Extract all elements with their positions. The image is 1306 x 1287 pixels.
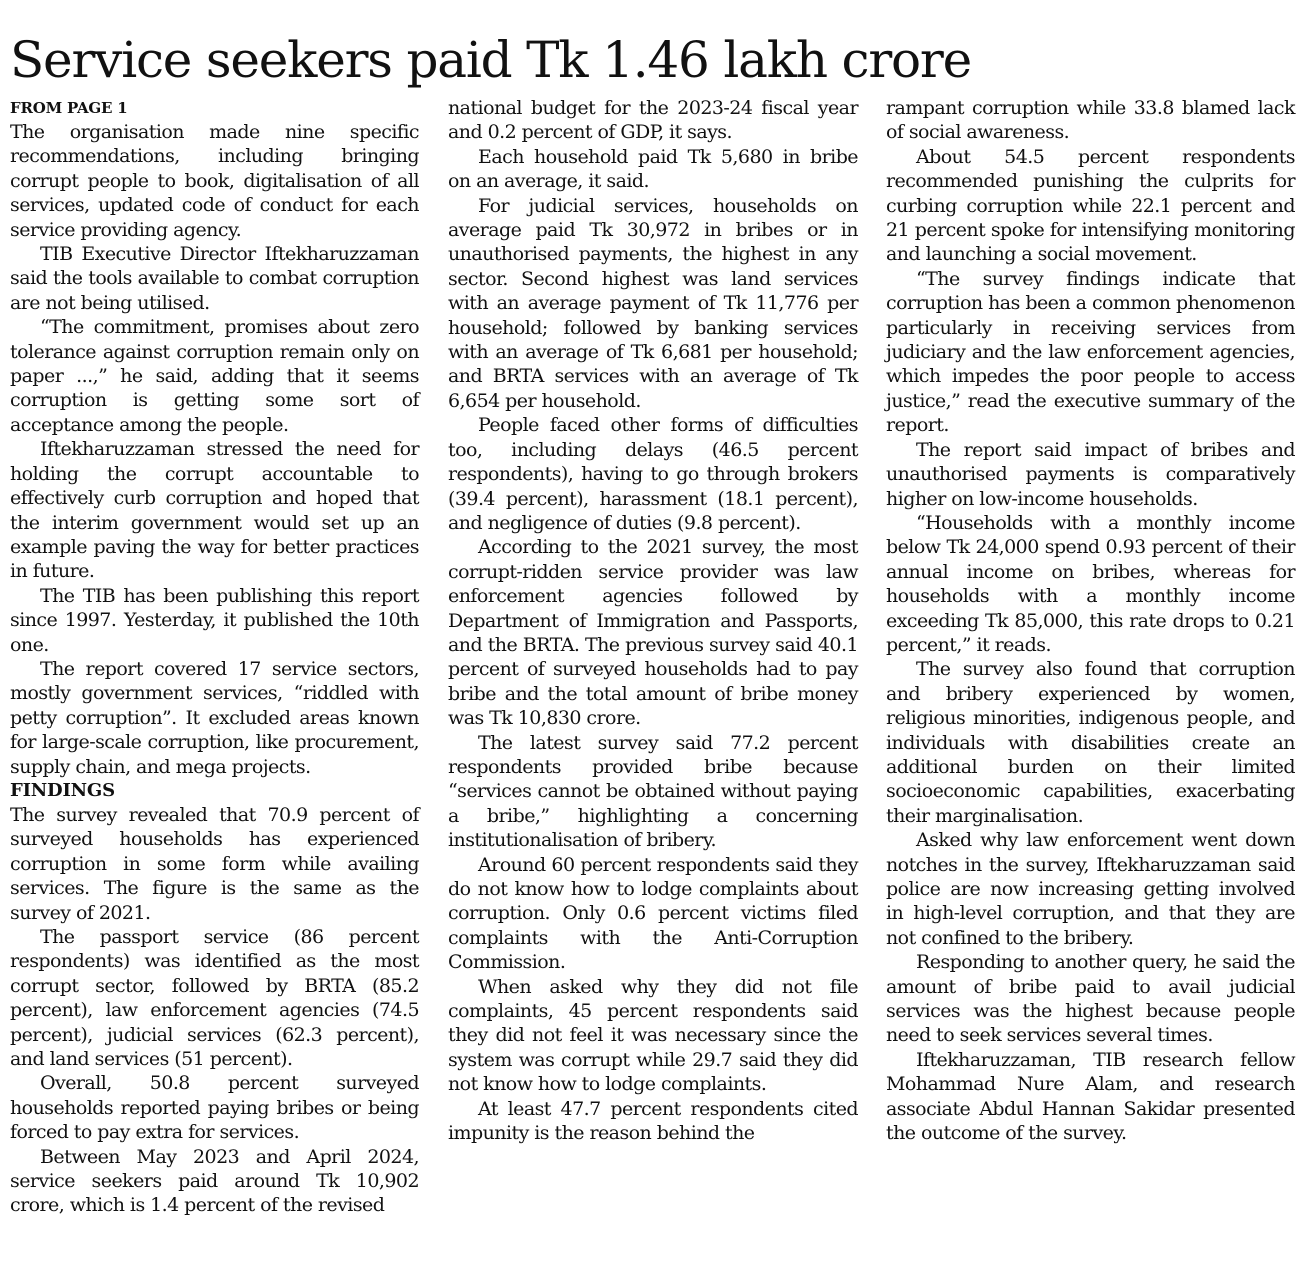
article-column-3 <box>886 96 1295 1145</box>
body-paragraph: The organisation made nine specific recommendations, including bringing corrupt people to book, digitalisation of all services, updated code of conduct for each service providing agency. <box>10 121 419 241</box>
body-paragraph: The report covered 17 service sectors, mostly government services, “riddled with petty corruption”. It excluded areas known for large-scale corruption, like procurement, supply chain, and mega projects. <box>10 657 419 778</box>
body-paragraph: national budget for the 2023-24 fiscal year and 0.2 percent of GDP, it says. <box>448 97 858 144</box>
headline: Service seekers paid Tk 1.46 lakh crore <box>10 31 972 89</box>
body-paragraph: “The commitment, promises about zero tolerance against corruption remain only on paper ...,” he said, adding that it seems corruption is getting some sort of acceptance among the people. <box>10 316 419 436</box>
body-paragraph: rampant corruption while 33.8 blamed lack of social awareness. <box>886 97 1295 144</box>
body-paragraph: The TIB has been publishing this report since 1997. Yesterday, it published the 10th one. <box>10 584 419 656</box>
body-paragraph: Responding to another query, he said the amount of bribe paid to avail judicial services was the highest because people need to seek services several times. <box>886 951 1295 1047</box>
body-paragraph: Between May 2023 and April 2024, service seekers paid around Tk 10,902 crore, which is 1.4 percent of the revised <box>10 1145 419 1217</box>
body-paragraph: “Households with a monthly income below Tk 24,000 spend 0.93 percent of their annual income on bribes, whereas for households with a monthly income exceeding Tk 85,000, this rate drops to 0.21 percent,” it reads. <box>886 511 1295 656</box>
body-paragraph: When asked why they did not file complaints, 45 percent respondents said they did not feel it was necessary since the system was corrupt while 29.7 said they did not know how to lodge complaints. <box>448 975 858 1096</box>
body-paragraph: TIB Executive Director Iftekharuzzaman said the tools available to combat corruption are not being utilised. <box>10 243 419 314</box>
body-paragraph: Iftekharuzzaman, TIB research fellow Mohammad Nure Alam, and research associate Abdul Hannan Sakidar presented the outcome of the survey. <box>886 1048 1295 1145</box>
subhead-findings: FINDINGS <box>10 779 115 801</box>
body-paragraph: The report said impact of bribes and unauthorised payments is comparatively higher on low-income households. <box>886 438 1295 510</box>
body-paragraph: The survey also found that corruption and bribery experienced by women, religious minorities, indigenous people, and individuals with disabilities create an additional burden on their limited socioeconomic capabilities, exacerbating their marginalisation. <box>886 658 1295 827</box>
body-paragraph: Iftekharuzzaman stressed the need for holding the corrupt accountable to effectively curb corruption and hoped that the interim government would set up an example paving the way for better practices in future. <box>10 438 419 583</box>
body-paragraph: For judicial services, households on average paid Tk 30,972 in bribes or in unauthorised payments, the highest in any sector. Second highest was land services with an average payment of Tk 11,776 per household; followed by banking services with an average of Tk 6,681 per household; and BRTA services with an average of Tk 6,654 per household. <box>448 194 858 412</box>
body-paragraph: “The survey findings indicate that corruption has been a common phenomenon particularly in receiving services from judiciary and the law enforcement agencies, which impedes the poor people to access justice,” read the executive summary of the report. <box>886 267 1295 437</box>
body-paragraph: Each household paid Tk 5,680 in bribe on an average, it said. <box>448 145 858 193</box>
body-paragraph: The survey revealed that 70.9 percent of surveyed households has experienced corruption in some form while availing services. The figure is the same as the survey of 2021. <box>10 803 419 924</box>
body-paragraph: Asked why law enforcement went down notches in the survey, Iftekharuzzaman said police are now increasing getting involved in high-level corruption, and that they are not confined to the bribery. <box>886 829 1295 949</box>
kicker-from-page-1: FROM PAGE 1 <box>10 99 128 117</box>
body-paragraph: People faced other forms of difficulties too, including delays (46.5 percent respondents), having to go through brokers (39.4 percent), harassment (18.1 percent), and negligence of duties (9.8 percent). <box>448 414 858 534</box>
body-paragraph: The latest survey said 77.2 percent respondents provided bribe because “services cannot be obtained without paying a bribe,” highlighting a concerning institutionalisation of bribery. <box>448 731 858 852</box>
body-paragraph: At least 47.7 percent respondents cited impunity is the reason behind the <box>448 1097 858 1145</box>
body-paragraph: Around 60 percent respondents said they do not know how to lodge complaints about corruption. Only 0.6 percent victims filed complaints with the Anti-Corruption Commission. <box>448 853 858 974</box>
article-column-1 <box>10 96 419 1218</box>
body-paragraph: The passport service (86 percent respondents) was identified as the most corrupt sector, followed by BRTA (85.2 percent), law enforcement agencies (74.5 percent), judicial services (62.3 percent), and land services (51 percent). <box>10 926 419 1071</box>
body-paragraph: About 54.5 percent respondents recommended punishing the culprits for curbing corruption while 22.1 percent and 21 percent spoke for intensifying monitoring and launching a social movement. <box>886 145 1295 266</box>
body-paragraph: According to the 2021 survey, the most corrupt-ridden service provider was law enforcement agencies followed by Department of Immigration and Passports, and the BRTA. The previous survey said 40.1 percent of surveyed households had to pay bribe and the total amount of bribe money was Tk 10,830 crore. <box>448 536 858 730</box>
body-paragraph: Overall, 50.8 percent surveyed households reported paying bribes or being forced to pay extra for services. <box>10 1072 419 1144</box>
article-column-2 <box>448 96 858 1145</box>
